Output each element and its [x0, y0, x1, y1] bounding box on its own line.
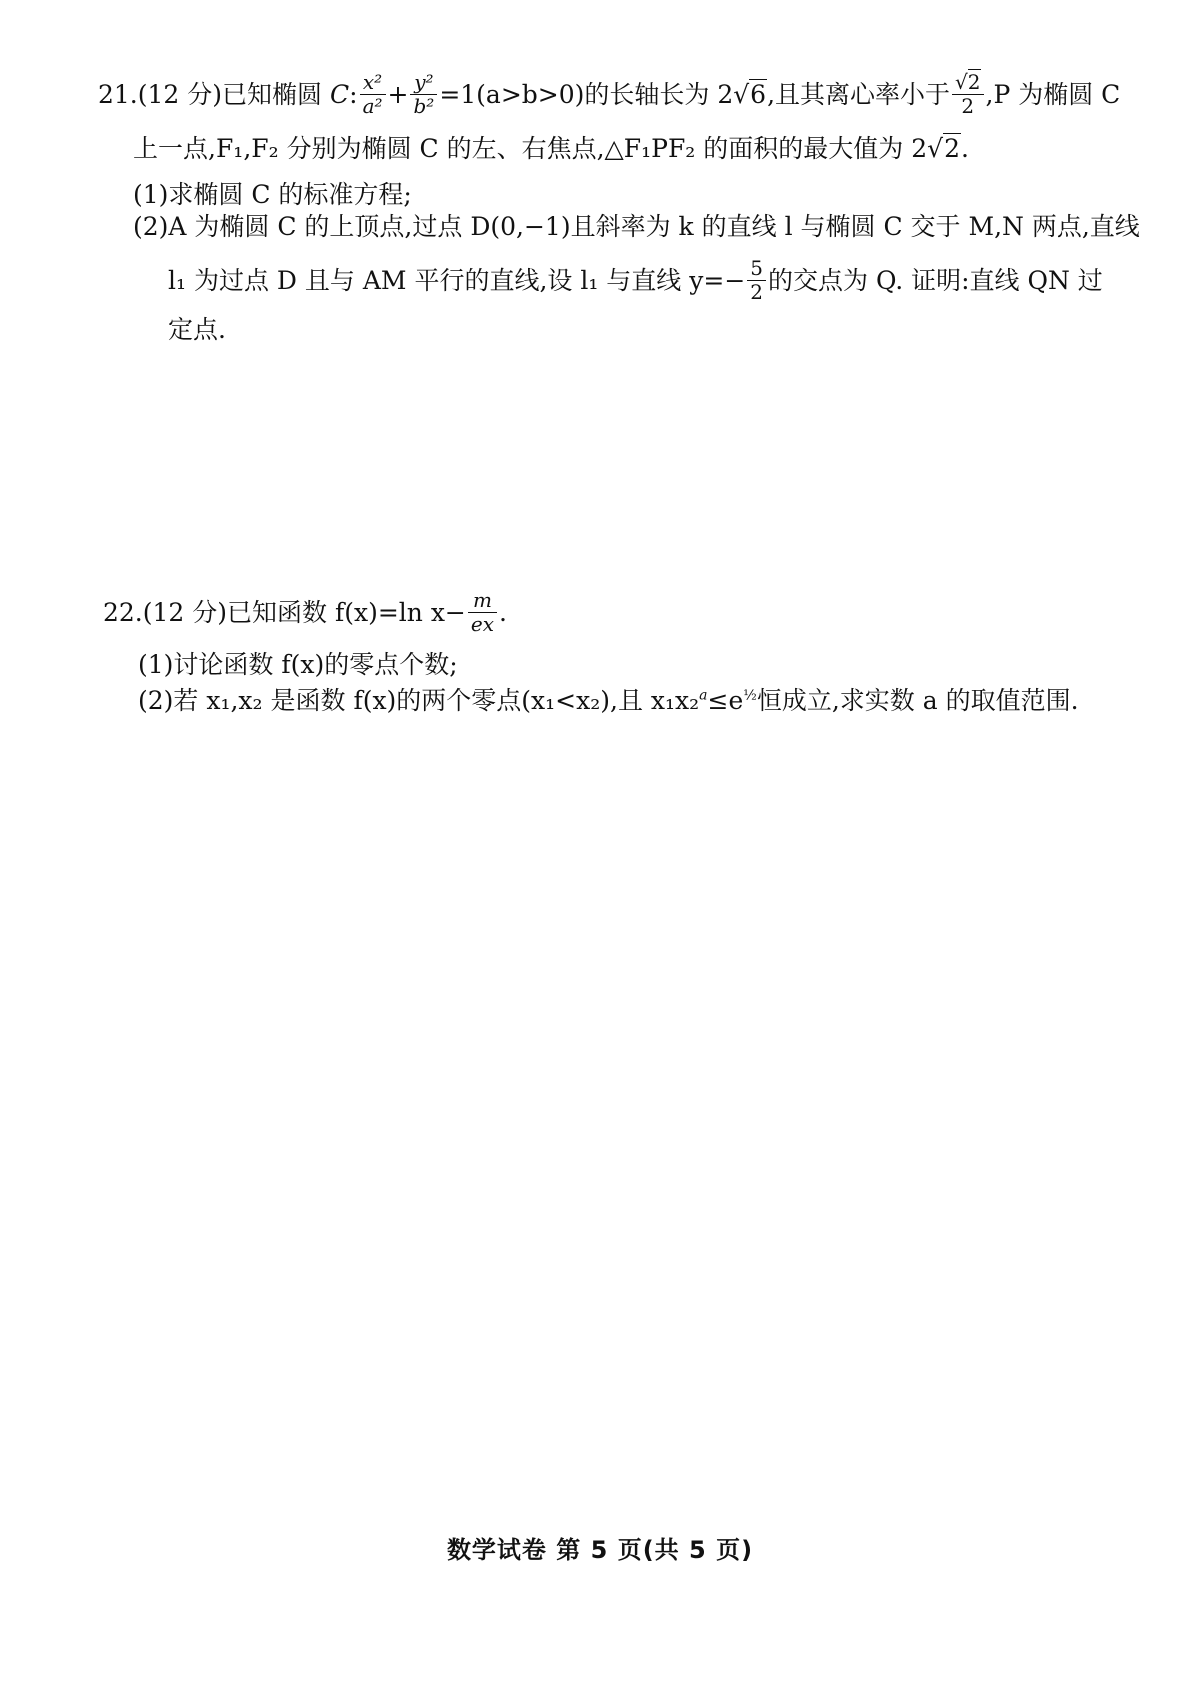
q21-part2-line3: 定点. — [168, 315, 226, 344]
q21-line2: 上一点,F₁,F₂ 分别为椭圆 C 的左、右焦点,△F₁PF₂ 的面积的最大值为 2√2. — [133, 134, 969, 163]
q21-points: (12 分) — [137, 80, 223, 109]
fraction-m-over-ex: $\frac{m}{ex}$ — [468, 590, 497, 635]
page-footer: 数学试卷 第 5 页(共 5 页) — [446, 1536, 754, 1564]
sqrt-2: √2 — [927, 134, 960, 163]
fraction-sqrt2-over-2: $\frac{√2}{2}$ — [952, 72, 983, 117]
q22-number: 22. — [103, 598, 143, 627]
fraction-5-over-2: $\frac{5}{2}$ — [747, 258, 766, 303]
q21-line1: 21.(12 分)已知椭圆 C: $\frac{\text{x²}}{\text{a²}}$ + $\frac{\text{y²}}{\text{b²}}$ =1(a>b>0)的长轴长为 2√6,且其离心率小于 $\frac{√2}{2}$ ,P 为椭圆 C — [98, 70, 1121, 118]
q21-part1: (1)求椭圆 C 的标准方程; — [133, 180, 412, 209]
sqrt-6: √6 — [733, 80, 767, 109]
q22-stem: 22.(12 分)已知函数 f(x)=ln x− $\frac{m}{ex}$ . — [103, 588, 507, 636]
q22-points: (12 分) — [142, 598, 228, 627]
q22-part1: (1)讨论函数 f(x)的零点个数; — [138, 650, 458, 679]
q21-number: 21. — [98, 80, 138, 109]
fraction-y2-b2: $\frac{\text{y²}}{\text{b²}}$ — [410, 72, 437, 117]
q21-part2-line1: (2)A 为椭圆 C 的上顶点,过点 D(0,−1)且斜率为 k 的直线 l 与椭圆 C 交于 M,N 两点,直线 — [133, 212, 1140, 241]
q21-part2-line2: l₁ 为过点 D 且与 AM 平行的直线,设 l₁ 与直线 y=− $\frac{5}{2}$ 的交点为 Q. 证明:直线 QN 过 — [168, 256, 1103, 304]
fraction-x2-a2: $\frac{\text{x²}}{\text{a²}}$ — [360, 72, 386, 117]
q22-part2: (2)若 x₁,x₂ 是函数 f(x)的两个零点(x₁<x₂),且 $x_1x_2^a\le e^{\frac{1}{2}}$恒成立,求实数 a 的取值范围. — [138, 686, 1079, 715]
